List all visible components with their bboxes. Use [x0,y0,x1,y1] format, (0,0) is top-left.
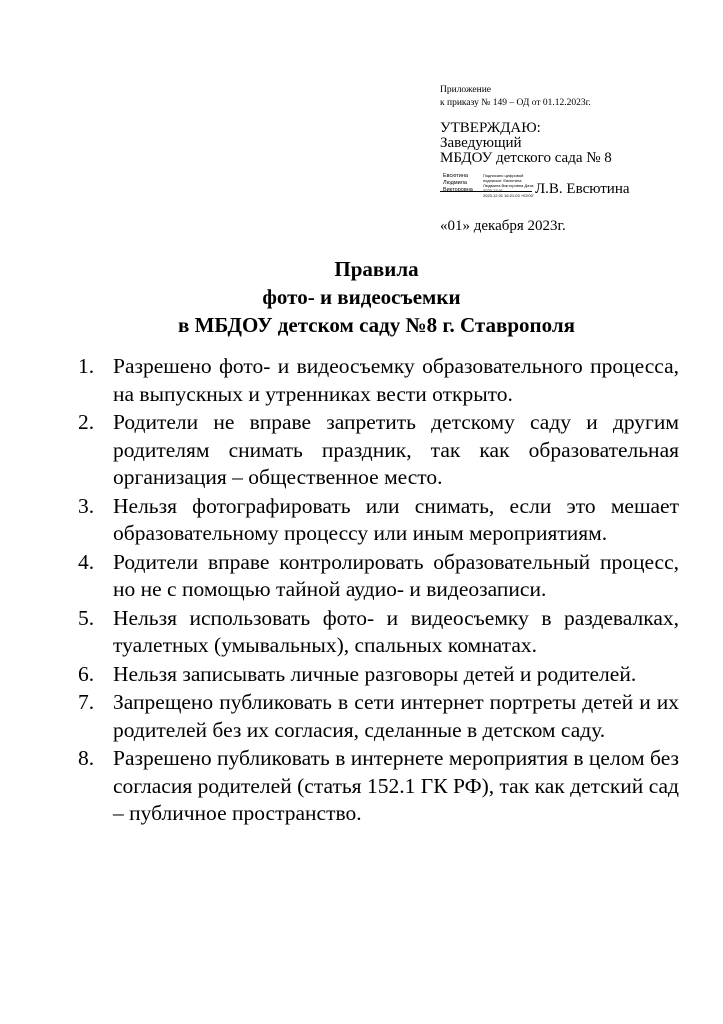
item-number: 5. [78,605,95,630]
signer-name: Л.В. Евсютина [535,181,630,197]
item-number: 8. [78,746,95,770]
item-number: 4. [78,549,95,574]
title-line-2: фото- и видеосъемки [262,285,461,309]
item-text: Разрешено публиковать в интернете мероприятия в целом без согласия родителей (статья 152.1 ГК РФ), так как детский сад – публичное пространство. [113,746,679,825]
document-title [0,255,723,339]
list-item [68,549,679,604]
signature-line [440,191,532,192]
item-number: 3. [78,493,95,518]
item-text: Нельзя фотографировать или снимать, если это мешает образовательному процессу или иным мероприятиям. [113,493,679,545]
list-item [68,661,679,689]
item-number: 7. [78,690,95,714]
title-line-3: в МБДОУ детском саду №8 г. Ставрополя [178,313,575,337]
item-text: Родители не вправе запретить детскому саду и другим родителям снимать праздник, так как образовательная организация – общественное место. [113,410,679,489]
list-item [68,689,679,744]
ecp-detail: Подписано цифровой подписью: Евсютина Людмила Викторовна Дата: 2023.12.01 [483,173,535,193]
item-text: Запрещено публиковать в сети интернет портреты детей и их родителей без их согласия, сделанные в детском саду. [113,690,679,742]
annex-order-ref: к приказу № 149 – ОД от 01.12.2023г. [440,98,591,108]
list-item [68,353,679,408]
ecp-patronymic: Викторовна [443,187,473,193]
item-text: Родители вправе контролировать образовательный процесс, но не с помощью тайной аудио- и видеозаписи. [113,549,679,601]
approval-date: «01» декабря 2023г. [440,218,566,234]
list-item [68,409,679,492]
item-text: Нельзя записывать личные разговоры детей и родителей. [113,661,637,686]
signature-row [440,173,680,203]
approve-heading: УТВЕРЖДАЮ: [440,120,541,136]
ecp-surname: Евсютина [443,173,468,179]
list-item [68,745,679,828]
list-item [68,605,679,660]
list-item [68,493,679,548]
item-number: 2. [78,410,95,434]
annex-note [440,84,591,110]
ecp-name: Людмила [443,180,467,186]
annex-title: Приложение [440,85,491,95]
approval-block [440,121,612,166]
title-line-1: Правила [334,257,419,281]
rules-list [68,353,679,829]
approver-organization: МБДОУ детского сада № 8 [440,150,612,166]
item-number: 6. [78,661,95,686]
item-text: Нельзя использовать фото- и видеосъемку в раздевалках, туалетных (умывальных), спальных комнатах. [113,605,679,657]
approver-position: Заведующий [440,135,522,151]
ecp-detail-time: 2023.12.01 16:21:03 +03'00' [483,193,534,198]
item-text: Разрешено фото- и видеосъемку образовательного процесса, на выпускных и утренниках вести открыто. [113,354,679,406]
item-number: 1. [78,354,95,378]
